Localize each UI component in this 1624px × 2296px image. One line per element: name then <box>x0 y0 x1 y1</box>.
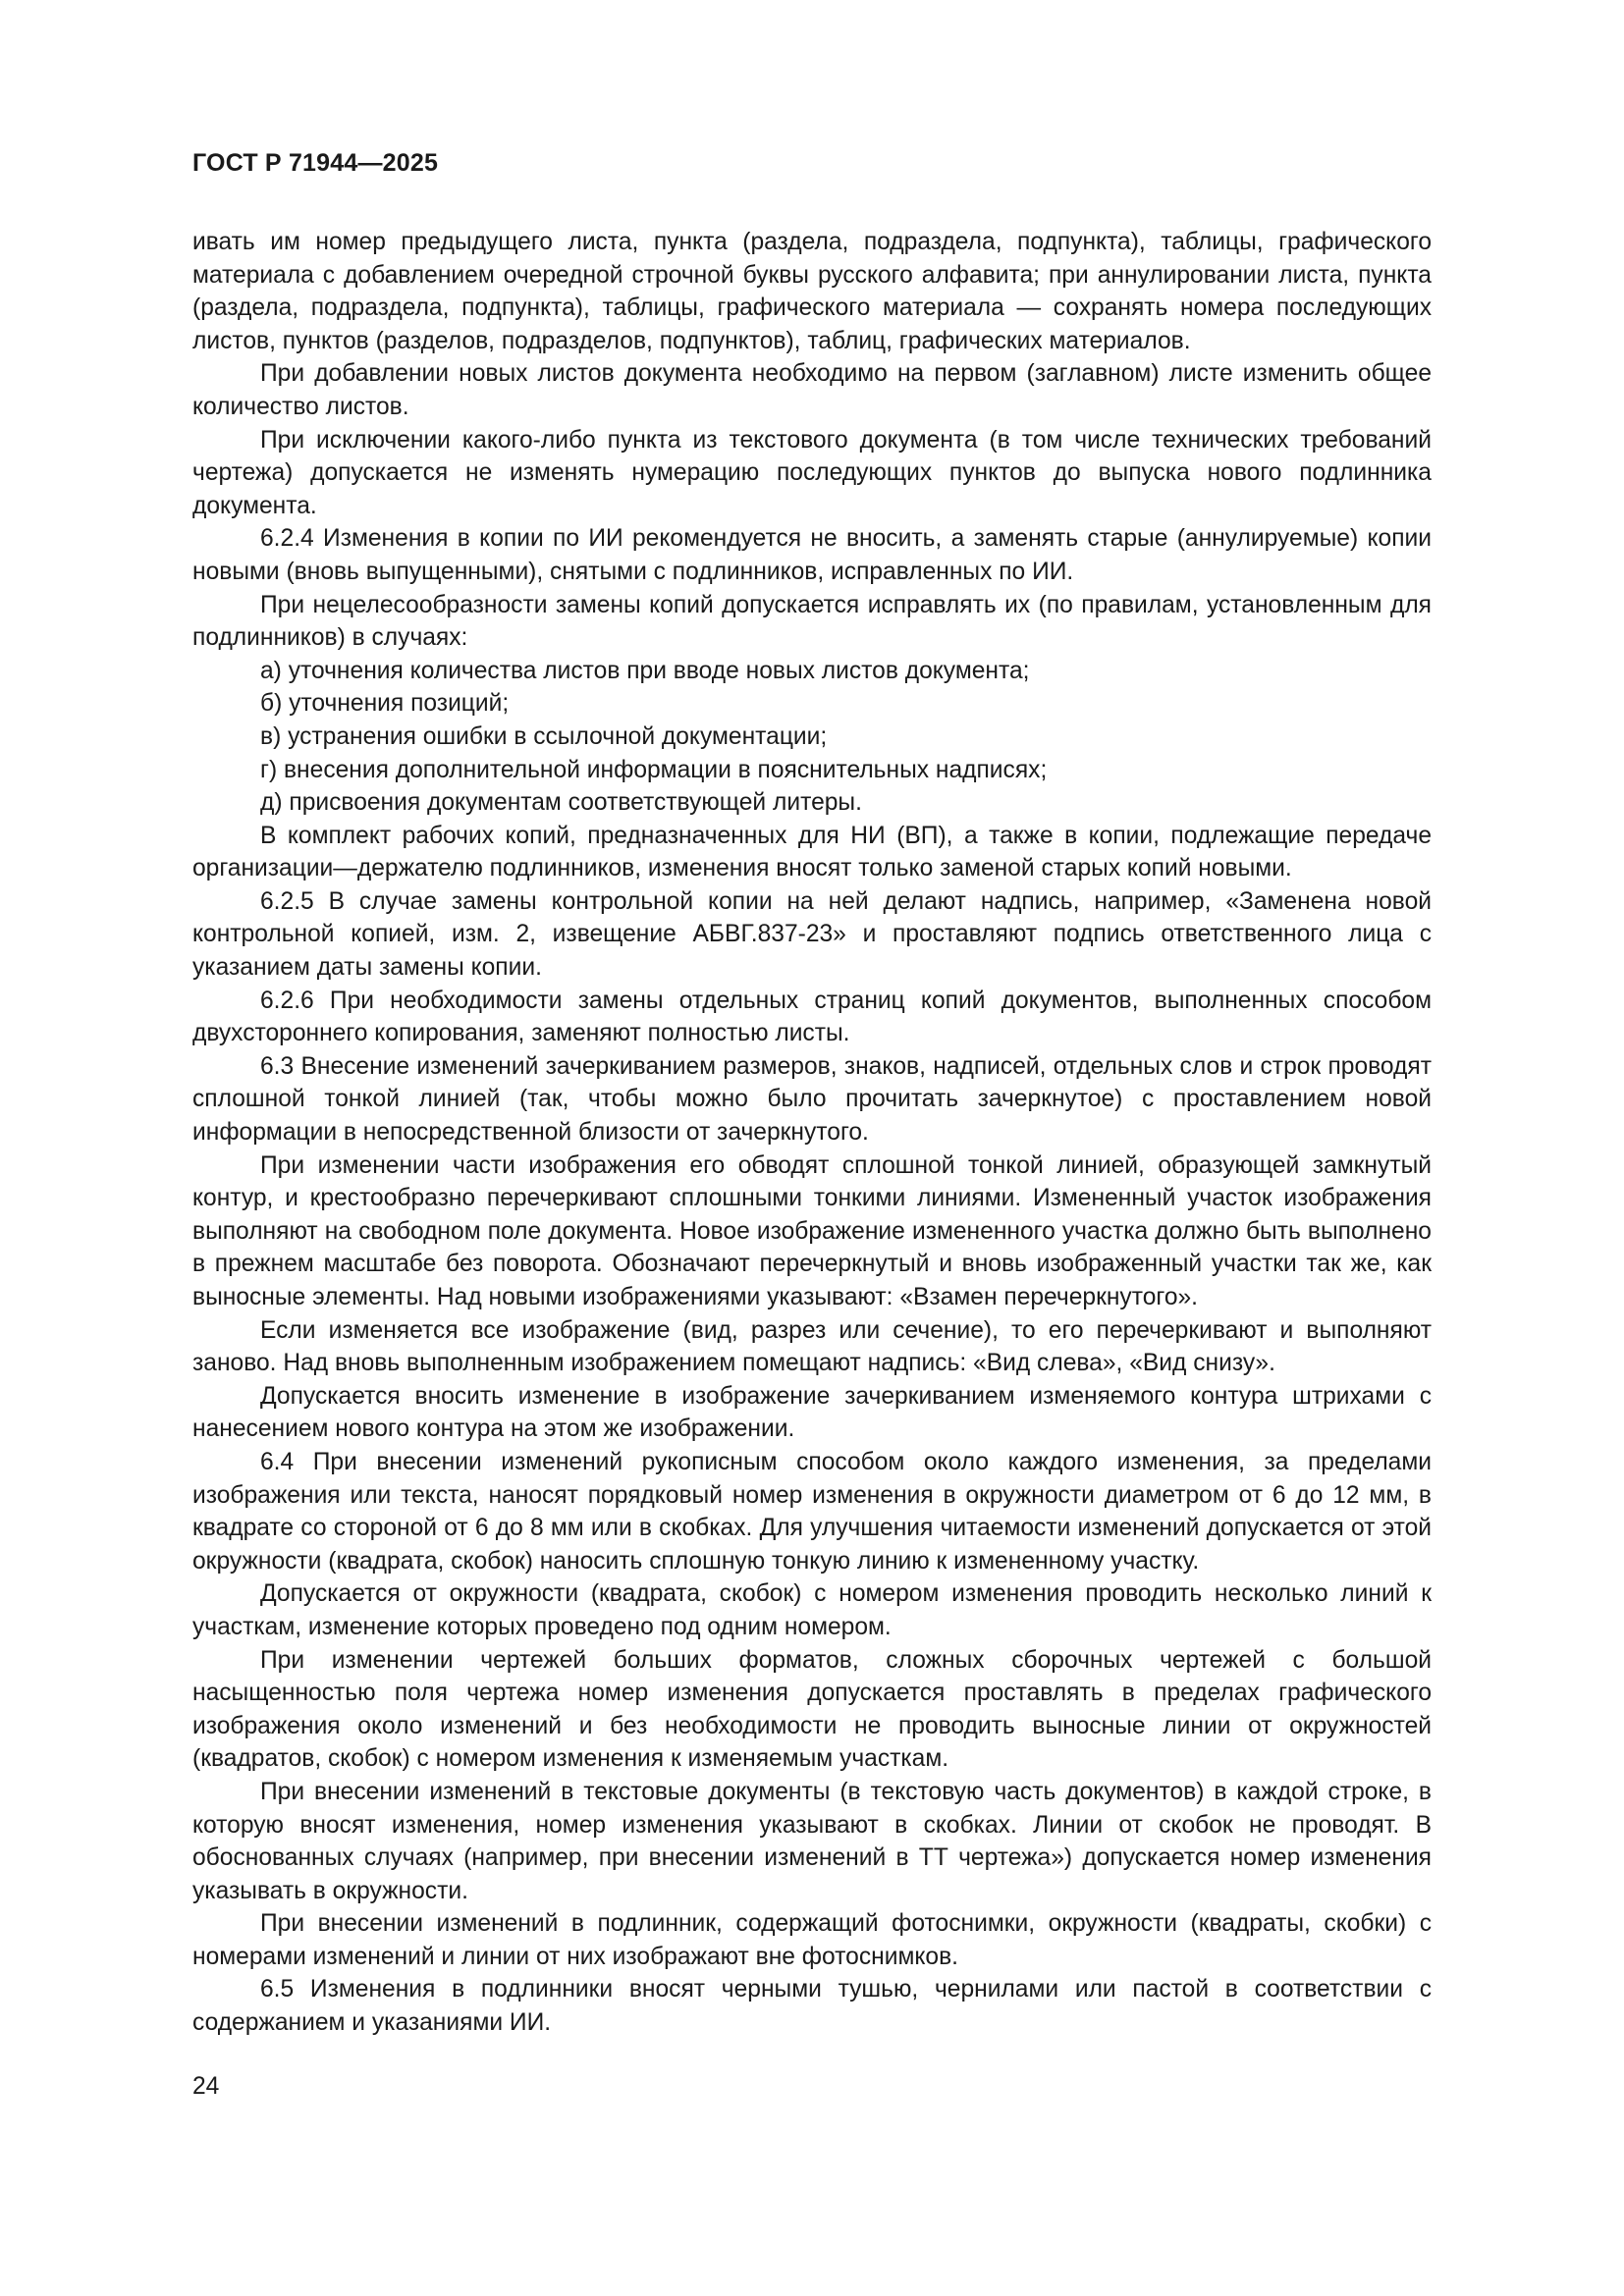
paragraph: Допускается от окружности (квадрата, скобок) с номером изменения проводить несколько линий к участкам, изменение которых проведено под одним номером. <box>192 1580 1432 1640</box>
paragraph: 6.2.6 При необходимости замены отдельных страниц копий документов, выполненных способом двухстороннего копирования, заменяют полностью листы. <box>192 987 1432 1047</box>
paragraph: При исключении какого-либо пункта из текстового документа (в том числе технических требований чертежа) допускается не изменять нумерацию последующих пунктов до выпуска нового подлинника документа. <box>192 426 1432 519</box>
paragraph: 6.4 При внесении изменений рукописным способом около каждого изменения, за пределами изображения или текста, наносят порядковый номер изменения в окружности диаметром от 6 до 12 мм, в квадрате со стороной от 6 до 8 мм или в скобках. Для улучшения читаемости изменений допускается от этой окружности (квадрата, скобок) наносить сплошную тонкую линию к измененному участку. <box>192 1448 1432 1575</box>
paragraph: а) уточнения количества листов при вводе новых листов документа; <box>260 657 1030 684</box>
paragraph: д) присвоения документам соответствующей литеры. <box>260 789 862 817</box>
document-body <box>192 226 1432 2040</box>
paragraph: 6.5 Изменения в подлинники вносят черными тушью, чернилами или пастой в соответствии с содержанием и указаниями ИИ. <box>192 1976 1432 2037</box>
paragraph: Если изменяется все изображение (вид, разрез или сечение), то его перечеркивают и выполняют заново. Над вновь выполненным изображением помещают надпись: «Вид слева», «Вид снизу». <box>192 1316 1432 1377</box>
paragraph: При изменении чертежей больших форматов, сложных сборочных чертежей с большой насыщенностью поля чертежа номер изменения допускается проставлять в пределах графического изображения около изменений и без необходимости не проводить выносные линии от окружностей (квадратов, скобок) с номером изменения к изменяемым участкам. <box>192 1646 1432 1773</box>
paragraph: 6.2.5 В случае замены контрольной копии на ней делают надпись, например, «Заменена новой контрольной копией, изм. 2, извещение АБВГ.837-23» и проставляют подпись ответственного лица с указанием даты замены копии. <box>192 887 1432 982</box>
paragraph: При внесении изменений в текстовые документы (в текстовую часть документов) в каждой строке, в которую вносят изменения, номер изменения указывают в скобках. Линии от скобок не проводят. В обоснованных случаях (например, при внесении изменений в ТТ чертежа») допускается номер изменения указывать в окружности. <box>192 1778 1432 1904</box>
document-header: ГОСТ Р 71944—2025 <box>192 149 439 177</box>
paragraph: в) устранения ошибки в ссылочной документации; <box>260 722 828 750</box>
paragraph: г) внесения дополнительной информации в пояснительных надписях; <box>260 756 1048 783</box>
paragraph: ивать им номер предыдущего листа, пункта (раздела, подраздела, подпункта), таблицы, графического материала с добавлением очередной строчной буквы русского алфавита; при аннулировании листа, пункта (раздела, подраздела, подпункта), таблицы, графического материала — сохранять номера последующих листов, пунктов (разделов, подразделов, подпунктов), таблиц, графических материалов. <box>192 229 1432 354</box>
paragraph: Допускается вносить изменение в изображение зачеркиванием изменяемого контура штрихами с нанесением нового контура на этом же изображении. <box>192 1382 1432 1443</box>
paragraph: При нецелесообразности замены копий допускается исправлять их (по правилам, установленным для подлинников) в случаях: <box>192 591 1432 652</box>
paragraph: В комплект рабочих копий, предназначенных для НИ (ВП), а также в копии, подлежащие передаче организации—держателю подлинников, изменения вносят только заменой старых копий новыми. <box>192 822 1432 882</box>
page-number: 24 <box>192 2073 220 2100</box>
paragraph: 6.3 Внесение изменений зачеркиванием размеров, знаков, надписей, отдельных слов и строк проводят сплошной тонкой линией (так, чтобы можно было прочитать зачеркнутое) с проставлением новой информации в непосредственной близости от зачеркнутого. <box>192 1052 1432 1147</box>
paragraph: При добавлении новых листов документа необходимо на первом (заглавном) листе изменить общее количество листов. <box>192 360 1432 420</box>
paragraph: б) уточнения позиций; <box>260 690 510 718</box>
paragraph: 6.2.4 Изменения в копии по ИИ рекомендуется не вносить, а заменять старые (аннулируемые) копии новыми (вновь выпущенными), снятыми с подлинников, исправленных по ИИ. <box>192 525 1432 585</box>
paragraph: При внесении изменений в подлинник, содержащий фотоснимки, окружности (квадраты, скобки) с номерами изменений и линии от них изображают вне фотоснимков. <box>192 1910 1432 1970</box>
paragraph: При изменении части изображения его обводят сплошной тонкой линией, образующей замкнутый контур, и крестообразно перечеркивают сплошными тонкими линиями. Измененный участок изображения выполняют на свободном поле документа. Новое изображение измененного участка должно быть выполнено в прежнем масштабе без поворота. Обозначают перечеркнутый и вновь изображенный участки так же, как выносные элементы. Над новыми изображениями указывают: «Взамен перечеркнутого». <box>192 1151 1432 1310</box>
